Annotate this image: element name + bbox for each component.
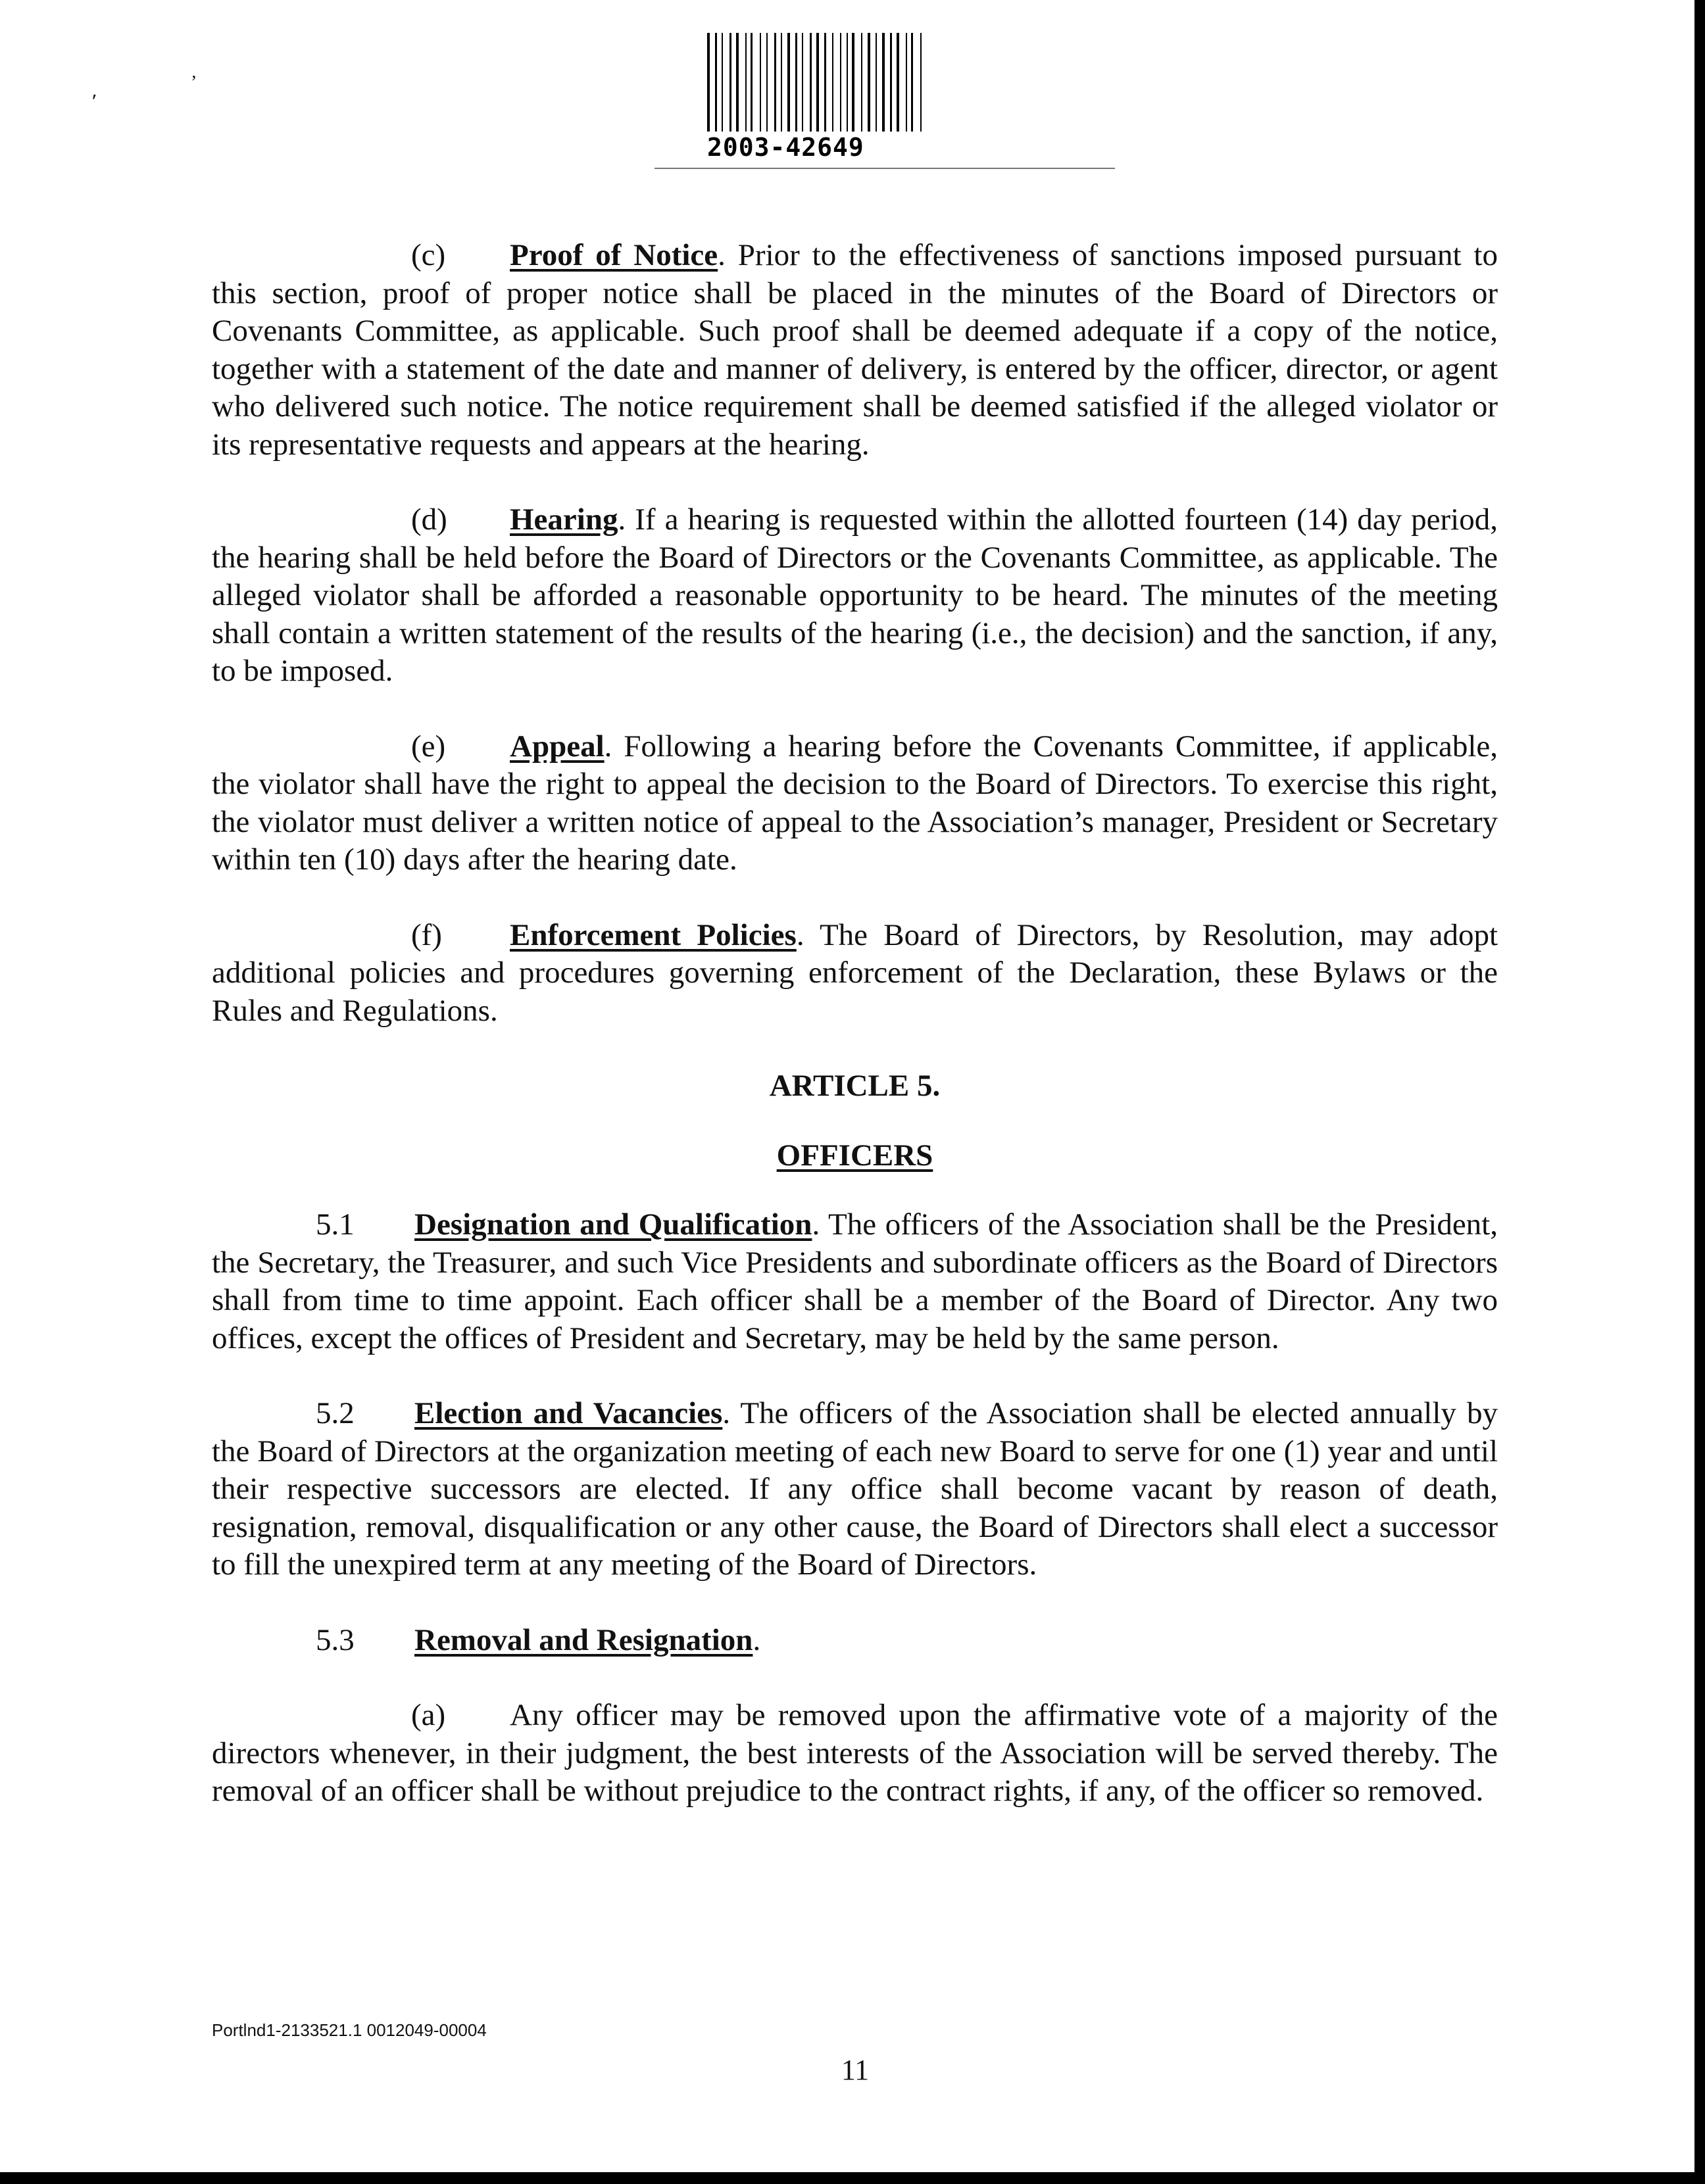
barcode-bars: [707, 33, 1010, 132]
page-number: 11: [841, 2054, 870, 2086]
paragraph-heading: Enforcement Policies: [510, 917, 797, 952]
paragraph-heading: Proof of Notice: [510, 238, 718, 272]
document-body: [212, 237, 1498, 1810]
section-5-1: [212, 1206, 1498, 1357]
barcode-rule: [655, 168, 1115, 169]
speck-mark: ⸴: [92, 84, 97, 104]
paragraph-d: [212, 501, 1498, 691]
barcode-number: 2003-42649: [707, 133, 864, 162]
section-5-3: [212, 1622, 1498, 1660]
section-5-3-a: [212, 1697, 1498, 1810]
section-text: . The officers of the Association shall be the President, the Secretary, the Treasurer, and such Vice Presidents and subordinate officers as the Board of Directors shall from time to time appoint. Each officer shall be a member of the Board of Director. Any two offices, except the offices of President and Secretary, may be held by the same person.: [212, 1207, 1498, 1355]
section-heading: Election and Vacancies: [414, 1396, 723, 1430]
scan-border-bottom: [0, 2172, 1705, 2184]
paragraph-label: (c): [411, 238, 446, 272]
section-number: 5.3: [316, 1622, 355, 1657]
speck-mark: ʼ: [191, 72, 197, 93]
barcode: [707, 33, 1010, 162]
scan-border-right: [1694, 0, 1705, 2184]
paragraph-label: (a): [411, 1698, 446, 1732]
paragraph-c: [212, 237, 1498, 464]
footer-document-id: Portlnd1-2133521.1 0012049-00004: [212, 2020, 487, 2040]
article-subtitle: OFFICERS: [776, 1138, 933, 1173]
paragraph-e: [212, 728, 1498, 879]
article-title: ARTICLE 5.: [769, 1069, 941, 1103]
section-5-2: [212, 1395, 1498, 1584]
paragraph-label: (f): [411, 917, 442, 952]
section-text: .: [753, 1622, 761, 1657]
paragraph-label: (d): [411, 502, 447, 537]
paragraph-text: . If a hearing is requested within the allotted fourteen (14) day period, the hearing shall be held before the Board of Directors or the Covenants Committee, as applicable. The alleged violator shall be afforded a reasonable opportunity to be heard. The minutes of the meeting shall contain a written statement of the results of the hearing (i.e., the decision) and the sanction, if any, to be imposed.: [212, 502, 1498, 688]
section-heading: Removal and Resignation: [414, 1622, 753, 1657]
section-number: 5.1: [316, 1207, 355, 1242]
paragraph-label: (e): [411, 729, 446, 764]
scan-specks: [92, 72, 224, 112]
section-heading: Designation and Qualification: [414, 1207, 812, 1242]
paragraph-heading: Hearing: [510, 502, 618, 537]
paragraph-f: [212, 917, 1498, 1031]
paragraph-text: Any officer may be removed upon the affirmative vote of a majority of the directors whenever, in their judgment, the best interests of the Association will be served thereby. The removal of an officer shall be without prejudice to the contract rights, if any, of the officer so removed.: [212, 1698, 1498, 1808]
paragraph-heading: Appeal: [510, 729, 605, 764]
section-text: . The officers of the Association shall be elected annually by the Board of Directors at the organization meeting of each new Board to serve for one (1) year and until their respective successors are elected. If any office shall become vacant by reason of death, resignation, removal, disqualification or any other cause, the Board of Directors shall elect a successor to fill the unexpired term at any meeting of the Board of Directors.: [212, 1396, 1498, 1582]
paragraph-text: . The Board of Directors, by Resolution, may adopt additional policies and procedures governing enforcement of the Declaration, these Bylaws or the Rules and Regulations.: [212, 917, 1498, 1028]
paragraph-text: . Following a hearing before the Covenants Committee, if applicable, the violator shall have the right to appeal the decision to the Board of Directors. To exercise this right, the violator must deliver a written notice of appeal to the Association’s manager, President or Secretary within ten (10) days after the hearing date.: [212, 729, 1498, 877]
paragraph-text: . Prior to the effectiveness of sanctions imposed pursuant to this section, proof of proper notice shall be placed in the minutes of the Board of Directors or Covenants Committee, as applicable. Such proof shall be deemed adequate if a copy of the notice, together with a statement of the date and manner of delivery, is entered by the officer, director, or agent who delivered such notice. The notice requirement shall be deemed satisfied if the alleged violator or its representative requests and appears at the hearing.: [212, 238, 1498, 462]
section-number: 5.2: [316, 1396, 355, 1430]
